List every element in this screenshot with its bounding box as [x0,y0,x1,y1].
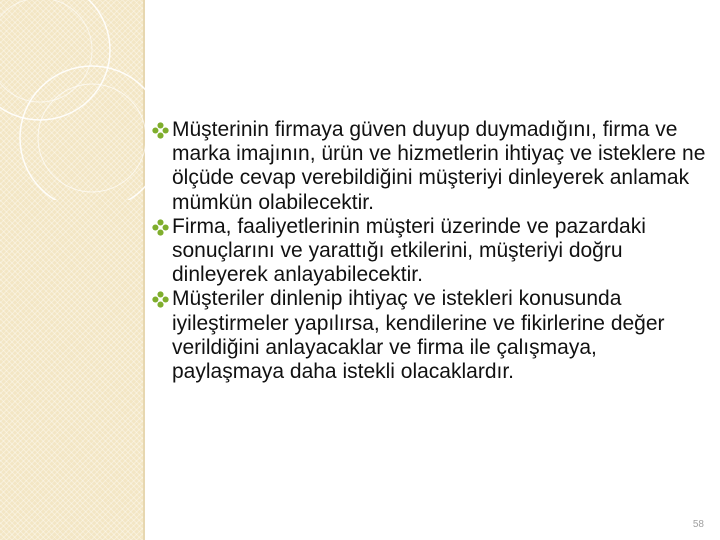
bullet-item [152,287,712,384]
bullet-text: Müşteriler dinlenip ihtiyaç ve istekleri konusunda iyileştirmeler yapılırsa, kendilerine ve fikirlerine değer verildiğini anlayacaklar ve firma ile çalışmaya, paylaşmaya daha istekli olacaklardır. [172,287,665,384]
bullet-item [152,215,712,288]
decorative-circles [0,0,150,200]
diamond-bullet-icon [152,219,169,236]
diamond-bullet-icon [152,122,169,139]
diamond-bullet-icon [152,291,169,308]
bullet-text: Firma, faaliyetlerinin müşteri üzerinde ve pazardaki sonuçlarını ve yarattığı etkilerini, müşteriyi doğru dinleyerek anlayabilecektir. [172,214,646,287]
bullet-item [152,118,712,215]
slide-content [152,118,712,384]
bullet-text: Müşterinin firmaya güven duyup duymadığını, firma ve marka imajının, ürün ve hizmetlerin ihtiyaç ve isteklere ne ölçüde cevap verebildiğini müşteriyi dinleyerek anlamak mümkün olabilecektir. [172,118,706,214]
slide-number: 58 [692,519,704,530]
